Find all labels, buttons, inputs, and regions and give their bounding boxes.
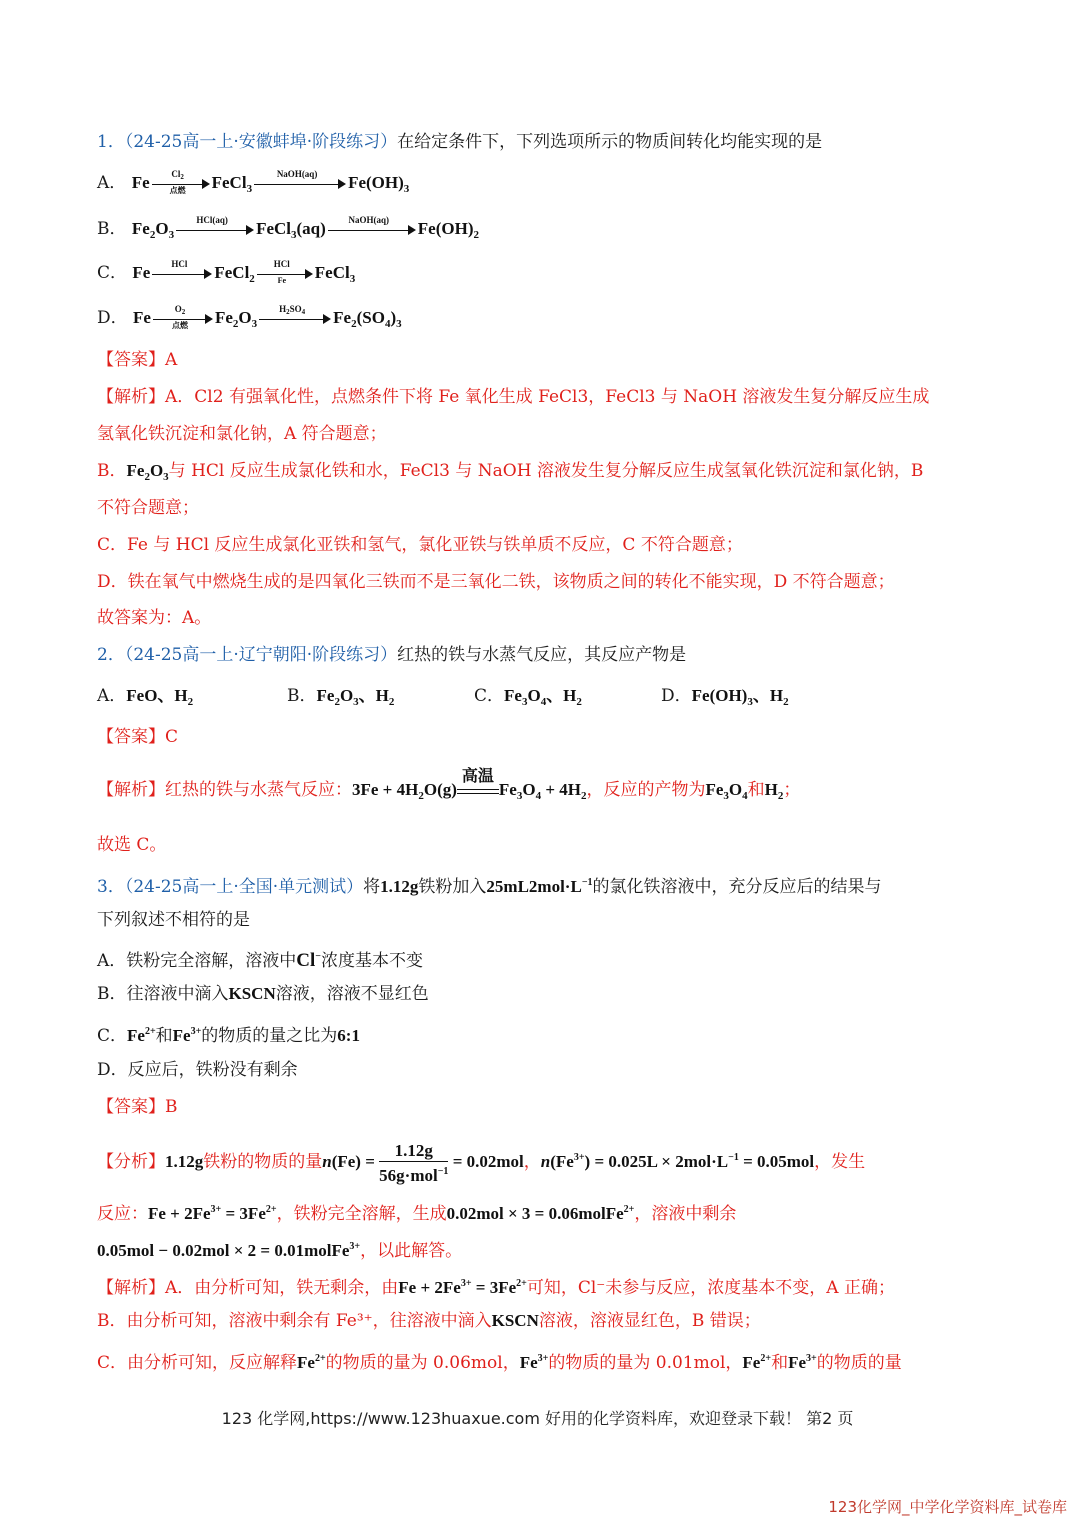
option-text: C． xyxy=(97,1026,128,1046)
explain-text: B．由分析可知，溶液中剩余有 Fe³⁺，往溶液中滴入 xyxy=(97,1311,492,1331)
q2-stem-text: 红热的铁与水蒸气反应，其反应产物是 xyxy=(397,645,687,665)
q3-option-b: B．往溶液中滴入KSCN溶液，溶液不显红色 xyxy=(97,984,429,1004)
explain-text: 可知，Cl⁻未参与反应，浓度基本不变，A 正确； xyxy=(526,1278,895,1298)
condition-label: 高温 xyxy=(461,768,494,786)
q2-answer xyxy=(97,726,178,748)
answer-value: A xyxy=(165,350,178,370)
q3-answer xyxy=(97,1096,178,1118)
explain-text: ； xyxy=(783,780,801,800)
q3-source: （24-25高一上·全国·单元测试） xyxy=(124,877,364,897)
option-label: B． xyxy=(97,219,127,239)
explain-text: 红热的铁与水蒸气反应： xyxy=(165,780,352,800)
option-text: 和 xyxy=(155,1026,173,1046)
explain-text: ，溶液中剩余 xyxy=(634,1204,737,1224)
q2-stem xyxy=(97,644,686,666)
option-text: 浓度基本不变 xyxy=(320,951,423,971)
explain-text: C．由分析可知，反应解释 xyxy=(97,1353,298,1373)
explain-text: ， xyxy=(523,1152,541,1172)
explain-text: ，以此解答。 xyxy=(360,1241,463,1261)
page-footer: 123 化学网,https://www.123huaxue.com 好用的化学资料库，欢迎登录下载！ 第2 页 xyxy=(221,1409,854,1428)
q3-analysis-l3: 0.05mol − 0.02mol × 2 = 0.01molFe$^{3+}$，以此解答。 xyxy=(97,1241,463,1261)
fe2o3-formula: $Fe_2O_3$ xyxy=(126,461,169,483)
q1-c-formula: Fe HCl FeCl$_2$ HCl Fe FeCl$_3$ xyxy=(132,259,356,286)
q1-explain-b1 xyxy=(97,460,923,488)
explain-text: A．由分析可知，铁无剩余，由 xyxy=(165,1278,399,1298)
q1-number: 1． xyxy=(97,132,125,152)
q2-source: （24-25高一上·辽宁朝阳·阶段练习） xyxy=(124,645,398,665)
explain-text: ，发生 xyxy=(814,1152,866,1172)
q1-b-formula: $Fe_2O_3$ HCl(aq) FeCl$_3$(aq) NaOH(aq) $Fe(OH)_2$ xyxy=(131,215,479,241)
analysis-tag: 【解析】 xyxy=(97,387,165,407)
q2-conclusion: 故选 C。 xyxy=(97,835,167,855)
q3-stem: 3．（24-25高一上·全国·单元测试）将1.12g铁粉加入$25mL2mol\cdot L^{-1}$的氯化铁溶液中，充分反应后的结果与 xyxy=(97,877,882,897)
watermark-corner: 123化学网_中学化学资料库_试卷库 xyxy=(828,1498,1067,1516)
q2-explain: 【解析】红热的铁与水蒸气反应：$3Fe + 4H_2O(g)$ 高温 $Fe_3O_4 + 4H_2$，反应的产物为$Fe_3O_4$和$H_2$； xyxy=(97,768,801,802)
q3-analysis-l1: 【分析】1.12g铁粉的物质的量n(Fe) = $\frac{1.12g}{56g\cdot mol^{-1}}$ = 0.02mol，$n(Fe^{3+}) = 0.025L \times 2mol\cdot L^{-1} = 0.05mol$，发生 xyxy=(97,1140,866,1185)
explain-text: ，反应的产物为 xyxy=(586,780,706,800)
explain-text: 反应： xyxy=(97,1204,148,1224)
q1-stem-text: 在给定条件下，下列选项所示的物质间转化均能实现的是 xyxy=(397,132,823,152)
option-text: 溶液，溶液不显红色 xyxy=(275,984,429,1004)
q1-option-d xyxy=(97,304,402,335)
answer-value: C xyxy=(165,727,179,747)
q3-explain-c: C．由分析可知，反应解释$Fe^{2+}$的物质的量为 0.06mol，$Fe^{3+}$的物质的量为 0.01mol，$Fe^{2+}$和$Fe^{3+}$的物质的量 xyxy=(97,1353,902,1373)
explain-text: ，铁粉完全溶解，生成 xyxy=(276,1204,447,1224)
q2-equation: $3Fe + 4H_2O(g)$ 高温 $Fe_3O_4 + 4H_2$ xyxy=(352,768,587,802)
q2-options xyxy=(97,685,789,713)
analysis-tag: 【分析】 xyxy=(97,1152,165,1172)
explain-text: 溶液，溶液显红色，B 错误； xyxy=(538,1311,761,1331)
q3-analysis-l2: 反应：$Fe + 2Fe^{3+} = 3Fe^{2+}$，铁粉完全溶解，生成0.02mol × 3 = 0.06molFe$^{2+}$，溶液中剩余 xyxy=(97,1204,737,1224)
stem-text: 将 xyxy=(363,877,381,897)
q3-explain-a: 【解析】A．由分析可知，铁无剩余，由$Fe + 2Fe^{3+} = 3Fe^{2+}$可知，Cl⁻未参与反应，浓度基本不变，A 正确； xyxy=(97,1278,895,1298)
q1-a-formula: Fe $Cl_2$ 点燃 FeCl$_3$ NaOH(aq) $Fe(OH)_3$ xyxy=(131,169,410,196)
q2-option-b: B．$Fe_2O_3$、$H_2$ xyxy=(287,686,395,708)
q1-option-a xyxy=(97,169,410,200)
option-text: 的物质的量之比为 xyxy=(201,1026,338,1046)
q3-option-a: A．铁粉完全溶解，溶液中Cl−浓度基本不变 xyxy=(97,950,423,971)
explain-text: A．Cl2 有强氧化性，点燃条件下将 Fe 氧化生成 FeCl3，FeCl3 与 NaOH 溶液发生复分解反应生成 xyxy=(165,387,930,407)
q1-explain-a1 xyxy=(97,386,929,408)
q1-option-c xyxy=(97,259,356,290)
q3-stem-line2: 下列叙述不相符的是 xyxy=(97,910,250,930)
q3-option-c: C．$Fe^{2+}$和$Fe^{3+}$的物质的量之比为6:1 xyxy=(97,1026,360,1046)
explain-text: B． xyxy=(97,461,127,481)
q1-explain-b2: 不符合题意； xyxy=(97,498,199,518)
explain-text: 与 HCl 反应生成氯化铁和水，FeCl3 与 NaOH 溶液发生复分解反应生成氢氧化铁沉淀和氯化钠，B xyxy=(168,461,924,481)
q2-number: 2． xyxy=(97,645,125,665)
explain-text: 和 xyxy=(747,780,765,800)
q2-option-d: D．$Fe(OH)_3$、$H_2$ xyxy=(661,686,789,708)
answer-tag: 【答案】 xyxy=(97,727,165,747)
q1-explain-d: D．铁在氧气中燃烧生成的是四氧化三铁而不是三氧化二铁，该物质之间的转化不能实现，D 不符合题意； xyxy=(97,572,895,592)
option-text: A．铁粉完全溶解，溶液中 xyxy=(97,951,297,971)
option-text: B．往溶液中滴入 xyxy=(97,984,229,1004)
stem-text: 铁粉加入 xyxy=(418,877,487,897)
q3-option-d: D．反应后，铁粉没有剩余 xyxy=(97,1060,298,1080)
q1-d-formula: Fe $O_2$ 点燃 $Fe_2O_3$ $H_2SO_4$ $Fe_2(SO_4)_3$ xyxy=(133,304,402,331)
q1-explain-a2: 氢氧化铁沉淀和氯化钠，A 符合题意； xyxy=(97,424,387,444)
option-label: D． xyxy=(97,308,128,328)
stem-text: 的氯化铁溶液中，充分反应后的结果与 xyxy=(592,877,882,897)
answer-value: B xyxy=(165,1097,178,1117)
q1-stem xyxy=(97,131,822,153)
q1-source: （24-25高一上·安徽蚌埠·阶段练习） xyxy=(124,132,398,152)
answer-tag: 【答案】 xyxy=(97,350,165,370)
analysis-tag: 【解析】 xyxy=(97,780,165,800)
q1-answer xyxy=(97,349,177,371)
q2-option-a: A．FeO、$H_2$ xyxy=(97,686,194,708)
q1-option-b xyxy=(97,215,479,246)
q3-number: 3． xyxy=(97,877,125,897)
option-label: C． xyxy=(97,263,128,283)
explain-text: 和 xyxy=(771,1353,789,1373)
explain-text: 的物质的量 xyxy=(816,1353,902,1373)
explain-text: 的物质的量为 0.01mol， xyxy=(548,1353,743,1373)
q1-conclusion: 故答案为：A。 xyxy=(97,608,212,628)
analysis-tag: 【解析】 xyxy=(97,1278,165,1298)
explain-text: 的物质的量为 0.06mol， xyxy=(325,1353,520,1373)
q2-option-c: C．$Fe_3O_4$、$H_2$ xyxy=(474,686,582,708)
explain-text: 铁粉的物质的量 xyxy=(203,1152,323,1172)
q3-explain-b: B．由分析可知，溶液中剩余有 Fe³⁺，往溶液中滴入KSCN溶液，溶液显红色，B 错误； xyxy=(97,1311,761,1331)
answer-tag: 【答案】 xyxy=(97,1097,165,1117)
q1-explain-c: C．Fe 与 HCl 反应生成氯化亚铁和氢气，氯化亚铁与铁单质不反应，C 不符合题意； xyxy=(97,535,743,555)
option-label: A． xyxy=(97,173,127,193)
